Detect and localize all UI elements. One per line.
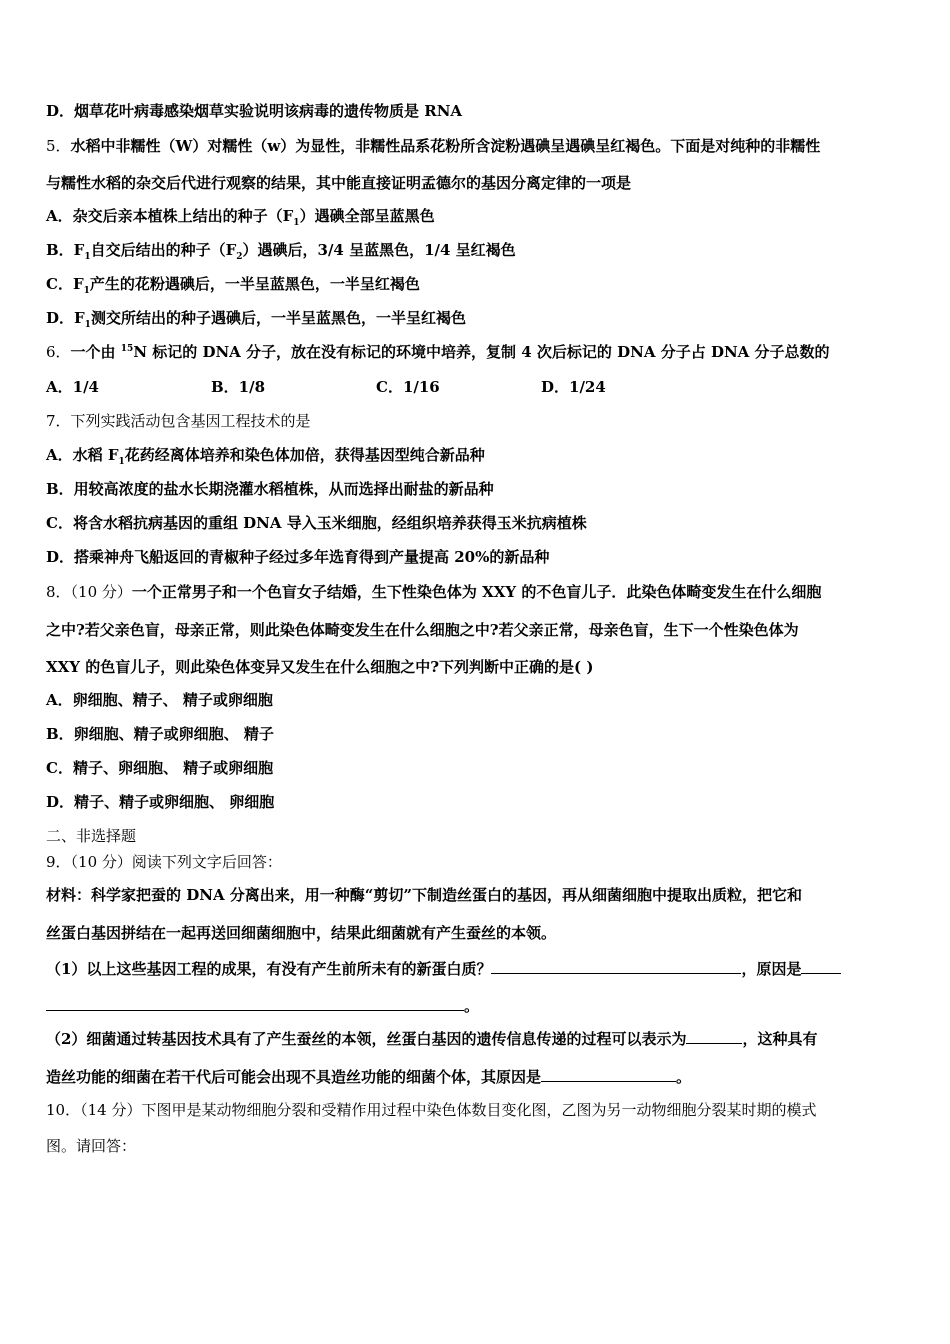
q9-sub1-continued <box>46 995 479 1015</box>
q8-option-a: A．卵细胞、精子、 精子或卵细胞 <box>46 691 273 709</box>
q9-sub2-line-2 <box>46 1066 691 1086</box>
q5-option-b-text-2: 自交后结出的种子（F <box>90 241 237 259</box>
q7-option-a-text-2: 花药经离体培养和染色体加倍，获得基因型纯合新品种 <box>124 446 485 464</box>
q9-material-line-1: 材料：科学家把蚕的 DNA 分离出来，用一种酶“剪切”下制造丝蛋白的基因，再从细菌细胞中提取出质粒，把它和 <box>46 886 803 904</box>
q9-stem-text: 阅读下列文字后回答： <box>131 853 282 871</box>
q9-sub1-text-2: ，原因是 <box>741 960 802 978</box>
q6-stem-text: 一个由 <box>70 343 121 361</box>
q6-options <box>46 377 906 397</box>
q8-stem-line-3: XXY 的色盲儿子，则此染色体变异又发生在什么细胞之中?下列判断中正确的是( ) <box>46 658 594 676</box>
q9-number: 9．（10 分） <box>46 853 132 871</box>
q9-sub2-text: （2）细菌通过转基因技术具有了产生蚕丝的本领，丝蛋白基因的遗传信息传递的过程可以表示为 <box>46 1030 687 1048</box>
q10-stem-line-2: 图。请回答： <box>46 1137 137 1155</box>
q6-option-a: A．1/4 <box>46 378 99 396</box>
q9-sub2-text-3: 造丝功能的细菌在若干代后可能会出现不具造丝功能的细菌个体，其原因是 <box>46 1068 542 1086</box>
q5-option-b-text: B．F <box>46 241 85 259</box>
q7-option-b: B．用较高浓度的盐水长期浇灌水稻植株，从而选择出耐盐的新品种 <box>46 480 494 498</box>
q9-sub1-answer-blank[interactable] <box>491 958 741 974</box>
q5-option-a-sub: 1 <box>293 218 300 228</box>
q9-sub1-text: （1）以上这些基因工程的成果，有没有产生前所未有的新蛋白质？ <box>46 960 492 978</box>
q9-sub1-end: 。 <box>464 997 480 1015</box>
q5-stem-line-2: 与糯性水稻的杂交后代进行观察的结果，其中能直接证明孟德尔的基因分离定律的一项是 <box>46 174 632 192</box>
q5-option-a-text: A．杂交后亲本植株上结出的种子（F <box>46 207 294 225</box>
q5-option-a-text-2: ）遇碘全部呈蓝黑色 <box>299 207 435 225</box>
q9-sub2-text-2: ，这种具有 <box>742 1030 818 1048</box>
q8-option-c: C．精子、卵细胞、 精子或卵细胞 <box>46 759 274 777</box>
q7-option-c: C．将含水稻抗病基因的重组 DNA 导入玉米细胞，经组织培养获得玉米抗病植株 <box>46 514 587 532</box>
q8-stem-line-2: 之中?若父亲色盲，母亲正常，则此染色体畸变发生在什么细胞之中?若父亲正常，母亲色盲，生下一个性染色体为 <box>46 621 799 639</box>
q8-option-d: D．精子、精子或卵细胞、 卵细胞 <box>46 793 275 811</box>
q5-option-a <box>46 206 435 226</box>
q7-option-a-text: A．水稻 F <box>46 446 119 464</box>
q5-option-c-text-2: 产生的花粉遇碘后，一半呈蓝黑色，一半呈红褐色 <box>89 275 420 293</box>
q9-sub2-line-1 <box>46 1028 817 1048</box>
q9-sub2-end: 。 <box>676 1068 692 1086</box>
q5-stem-line-1 <box>46 136 820 156</box>
q5-option-b-sub-2: 2 <box>236 252 243 262</box>
q5-option-b <box>46 240 516 260</box>
q7-stem <box>46 411 311 431</box>
q7-option-d: D．搭乘神舟飞船返回的青椒种子经过多年选育得到产量提高 20%的新品种 <box>46 548 550 566</box>
q5-option-d-sub: 1 <box>84 320 91 330</box>
q8-number: 8．（10 分） <box>46 583 132 601</box>
q10-stem-line-1 <box>46 1100 816 1120</box>
q7-number: 7． <box>46 412 71 430</box>
q5-option-d-text: D．F <box>46 309 85 327</box>
q7-option-a-sub: 1 <box>118 457 125 467</box>
q8-stem-line-1 <box>46 582 821 602</box>
q5-option-b-text-3: ）遇碘后，3/4 呈蓝黑色，1/4 呈红褐色 <box>242 241 516 259</box>
q5-option-c-text: C．F <box>46 275 84 293</box>
q5-stem-text-1: 水稻中非糯性（W）对糯性（w）为显性，非糯性品系花粉所含淀粉遇碘呈遇碘呈红褐色。下面是对纯种的非糯性 <box>70 137 821 155</box>
q6-stem <box>46 342 830 362</box>
q9-sub2-reason-blank[interactable] <box>541 1066 676 1082</box>
section-title: 二、非选择题 <box>46 827 137 845</box>
q6-option-b: B．1/8 <box>211 378 266 396</box>
q5-option-c-sub: 1 <box>83 286 90 296</box>
q5-number: 5． <box>46 137 71 155</box>
q9-sub1-reason-blank[interactable] <box>46 995 464 1011</box>
q7-stem-text: 下列实践活动包含基因工程技术的是 <box>70 412 311 430</box>
q6-option-d: D．1/24 <box>541 378 606 396</box>
q6-number: 6． <box>46 343 71 361</box>
q9-sub1 <box>46 958 841 978</box>
q10-stem-text-1: 下图甲是某动物细胞分裂和受精作用过程中染色体数目变化图，乙图为另一动物细胞分裂某时期的模式 <box>141 1101 817 1119</box>
q6-stem-text-2: N 标记的 DNA 分子，放在没有标记的环境中培养，复制 4 次后标记的 DNA 分子占 DNA 分子总数的 <box>133 343 830 361</box>
q4-option-d: D．烟草花叶病毒感染烟草实验说明该病毒的遗传物质是 RNA <box>46 102 463 120</box>
q9-material-line-2: 丝蛋白基因拼结在一起再送回细菌细胞中，结果此细菌就有产生蚕丝的本领。 <box>46 924 557 942</box>
q9-stem <box>46 852 282 872</box>
q9-sub1-reason-blank-start[interactable] <box>801 958 841 974</box>
q8-stem-text-1: 一个正常男子和一个色盲女子结婚，生下性染色体为 XXY 的不色盲儿子．此染色体畸变发生在什么细胞 <box>131 583 822 601</box>
q5-option-d <box>46 308 466 328</box>
q6-option-c: C．1/16 <box>376 378 440 396</box>
q8-option-b: B．卵细胞、精子或卵细胞、 精子 <box>46 725 274 743</box>
q5-option-d-text-2: 测交所结出的种子遇碘后，一半呈蓝黑色，一半呈红褐色 <box>90 309 466 327</box>
q5-option-b-sub-1: 1 <box>84 252 91 262</box>
q5-option-c <box>46 274 420 294</box>
q7-option-a <box>46 445 485 465</box>
q10-number: 10．（14 分） <box>46 1101 142 1119</box>
q9-sub2-process-blank[interactable] <box>686 1028 742 1044</box>
q6-isotope-sup: 15 <box>120 344 134 354</box>
